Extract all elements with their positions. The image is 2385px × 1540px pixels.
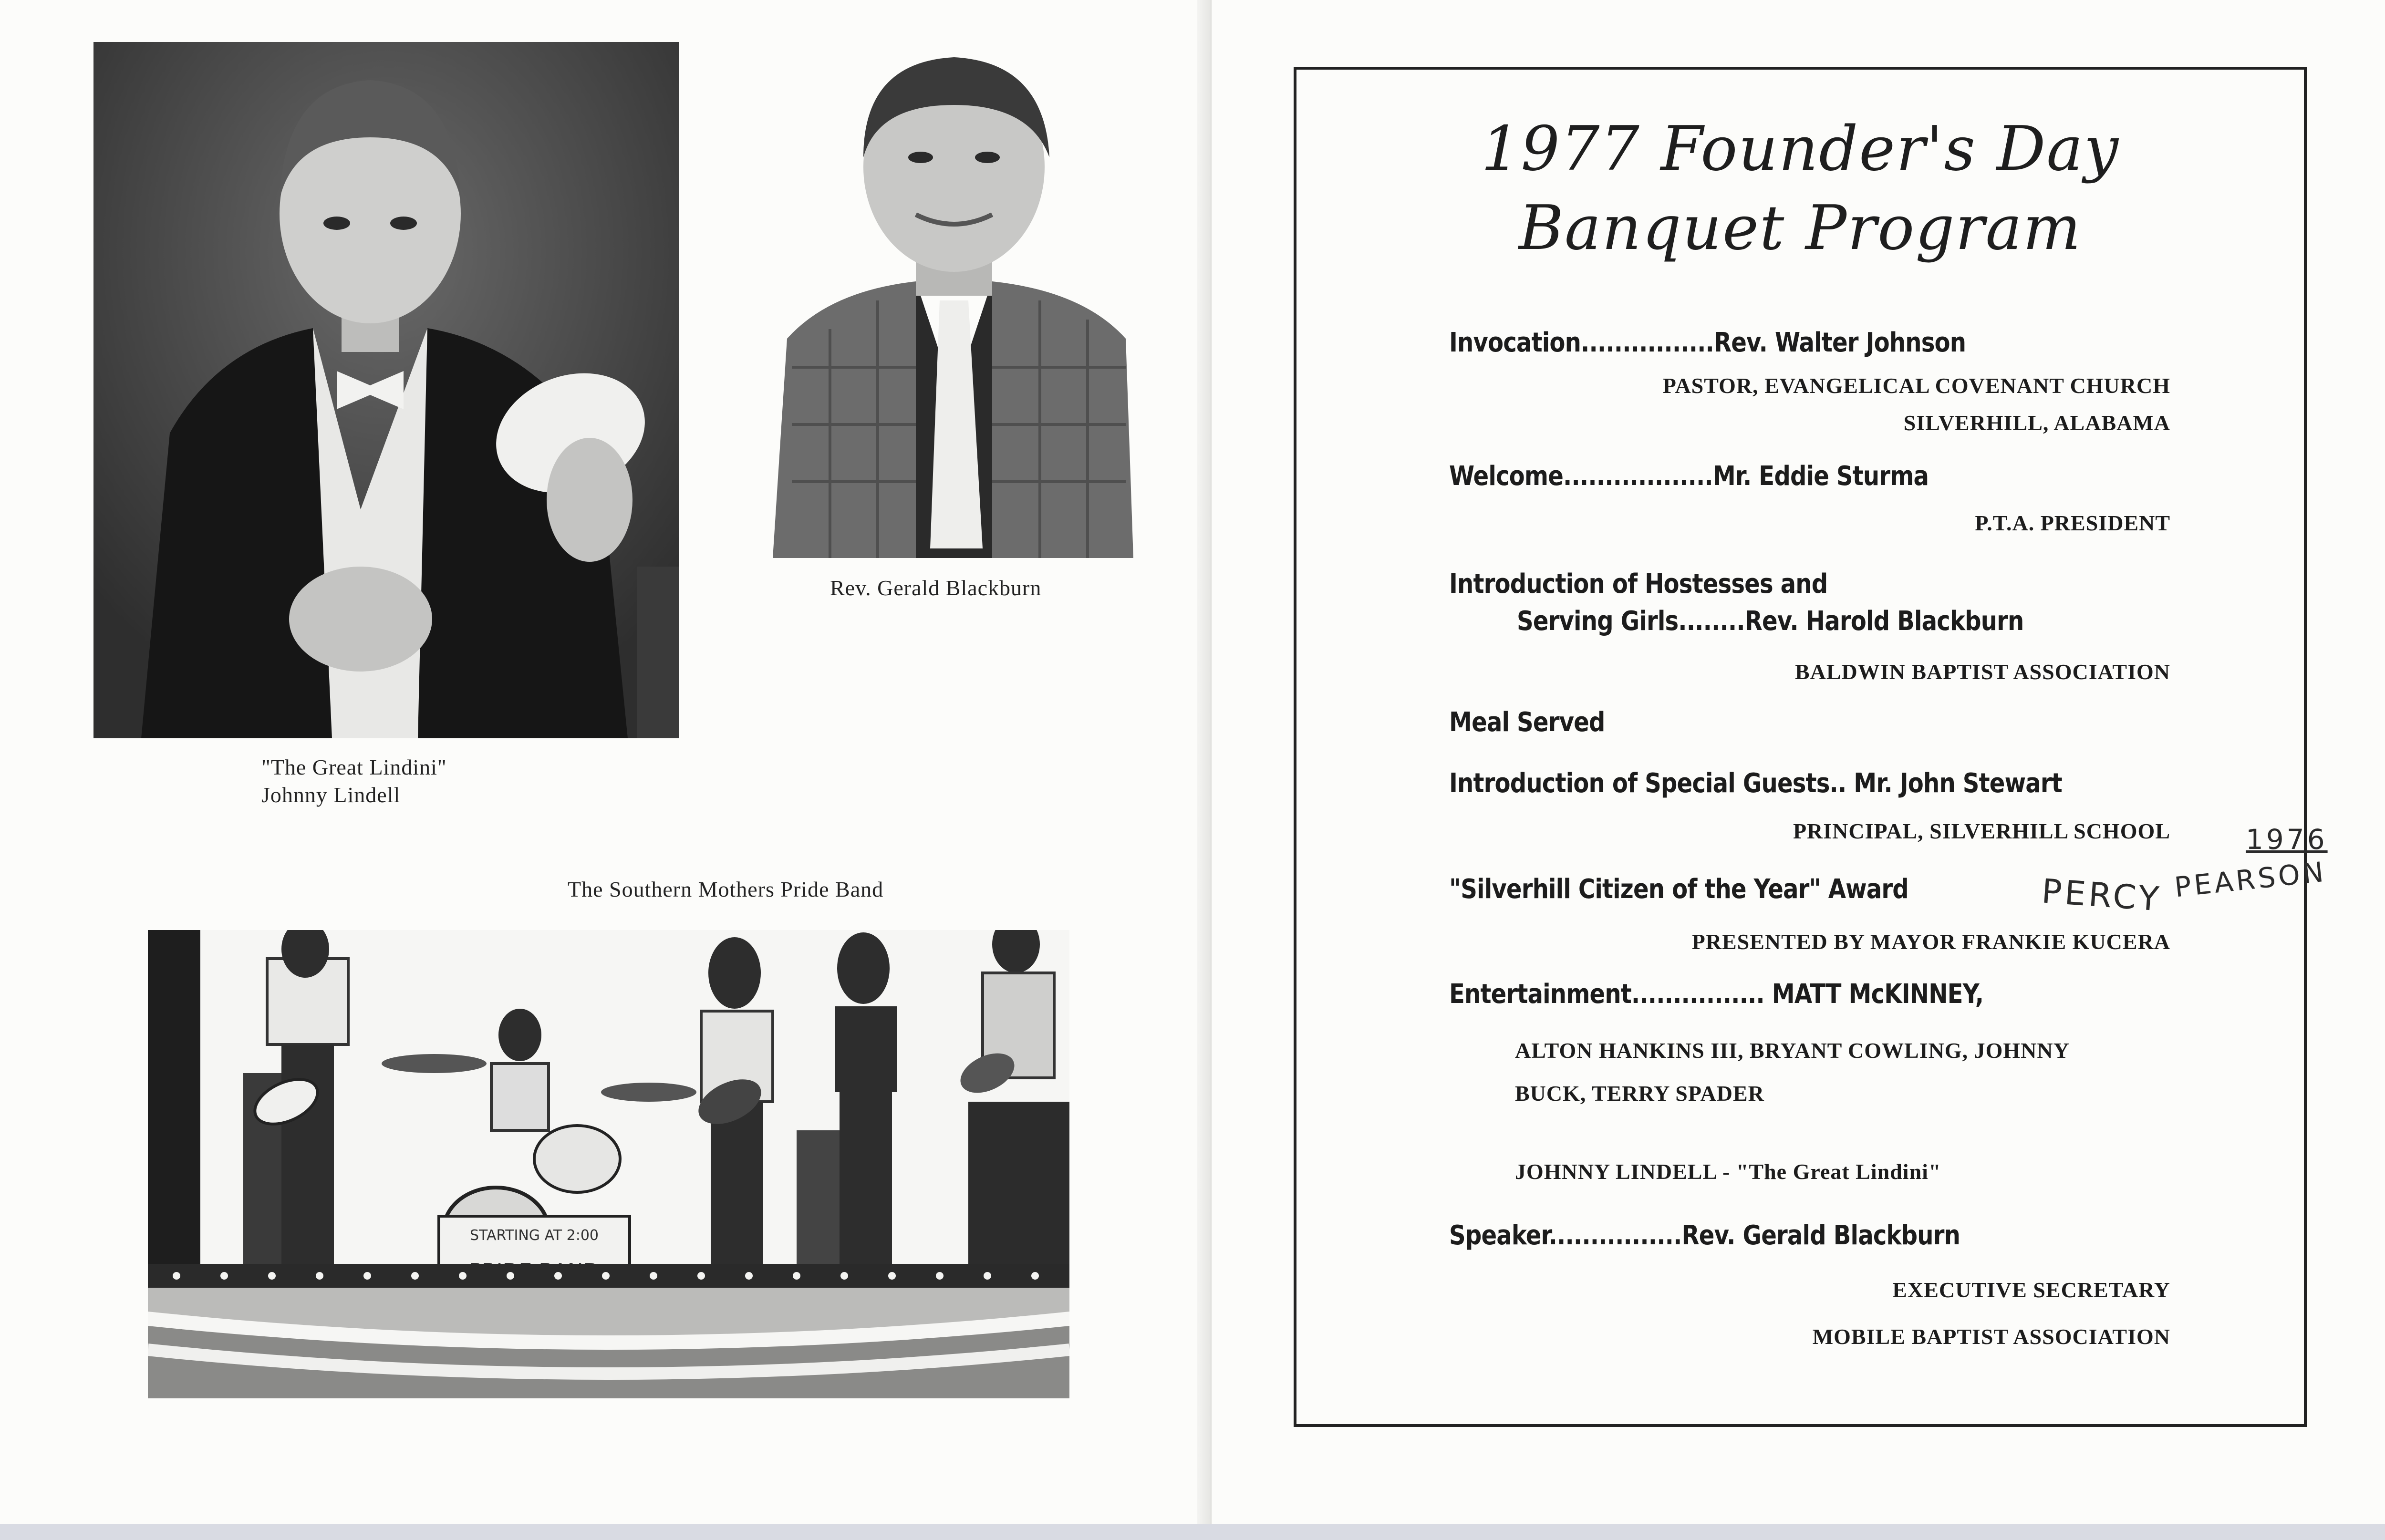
- program-title-line2: Banquet Program: [1518, 193, 2082, 264]
- caption-magician-line2: Johnny Lindell: [261, 783, 401, 807]
- entertainment-sub-2: BUCK, TERRY SPADER: [1515, 1081, 1764, 1106]
- caption-band: The Southern Mothers Pride Band: [568, 877, 884, 901]
- hostesses-sub-1: BALDWIN BAPTIST ASSOCIATION: [1794, 660, 2170, 684]
- band-sign-line1: STARTING AT 2:00: [469, 1227, 599, 1244]
- program-item-hostesses-line1: Introduction of Hostesses and: [1449, 568, 1828, 599]
- scan-bottom-edge: [0, 1524, 2385, 1540]
- invocation-sub-2: SILVERHILL, ALABAMA: [1903, 411, 2170, 435]
- program-item-entertainment: Entertainment................ MATT McKINNEY,: [1449, 979, 1984, 1010]
- entertainment-sub-3: JOHNNY LINDELL - "The Great Lindini": [1515, 1159, 1941, 1184]
- caption-magician-line1: "The Great Lindini": [261, 755, 447, 779]
- program-item-citizen-award: "Silverhill Citizen of the Year" Award: [1449, 874, 1908, 905]
- program-item-welcome: Welcome..................Mr. Eddie Sturma: [1449, 461, 1929, 492]
- program-title-line1: 1977 Founder's Day: [1481, 114, 2119, 185]
- entertainment-sub-1: ALTON HANKINS III, BRYANT COWLING, JOHNNY: [1515, 1038, 2070, 1063]
- band-image: [148, 930, 1069, 1398]
- magician-image: [93, 42, 679, 738]
- photo-reverend: [773, 33, 1133, 558]
- caption-magician: [261, 754, 447, 809]
- invocation-sub-1: PASTOR, EVANGELICAL COVENANT CHURCH: [1662, 373, 2170, 398]
- program-item-meal: Meal Served: [1449, 707, 1605, 738]
- caption-reverend: Rev. Gerald Blackburn: [830, 576, 1042, 600]
- handwritten-year: 1976: [2246, 823, 2328, 856]
- photo-magician: [93, 42, 679, 738]
- program-item-special-guests: Introduction of Special Guests.. Mr. John Stewart: [1449, 768, 2062, 799]
- speaker-sub-1: EXECUTIVE SECRETARY: [1892, 1278, 2170, 1302]
- citizen-award-sub-1: PRESENTED BY MAYOR FRANKIE KUCERA: [1691, 930, 2170, 954]
- speaker-sub-2: MOBILE BAPTIST ASSOCIATION: [1812, 1324, 2170, 1349]
- program-box: [1294, 67, 2328, 1427]
- welcome-sub-1: P.T.A. PRESIDENT: [1975, 511, 2170, 535]
- program-item-invocation: Invocation................Rev. Walter Johnson: [1449, 327, 1966, 358]
- handwritten-name-last: PEARSON: [2173, 855, 2328, 904]
- program-item-speaker: Speaker................Rev. Gerald Blackburn: [1449, 1220, 1960, 1251]
- photo-band: [148, 930, 1069, 1398]
- handwritten-name-first: PERCY: [2040, 871, 2163, 919]
- special-guests-sub-1: PRINCIPAL, SILVERHILL SCHOOL: [1793, 819, 2170, 843]
- program-item-hostesses-line2: Serving Girls........Rev. Harold Blackburn: [1517, 606, 2024, 637]
- reverend-image: [773, 33, 1133, 558]
